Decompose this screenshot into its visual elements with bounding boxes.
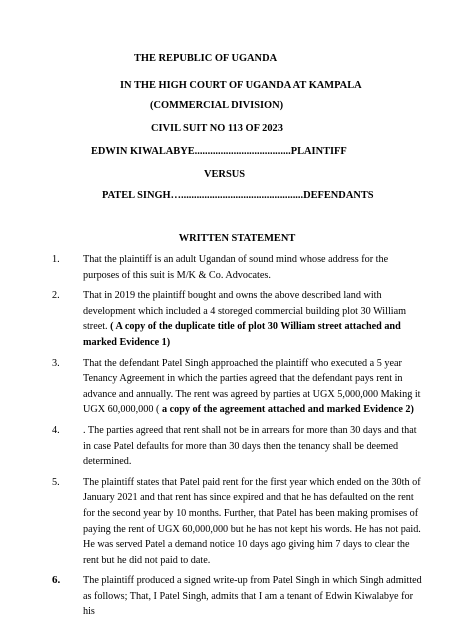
item-number: 6. — [52, 574, 61, 587]
division-heading: (COMMERCIAL DIVISION) — [150, 100, 284, 111]
defendant-line: PATEL SINGH…...............................................DEFENDANTS — [102, 190, 374, 201]
list-item — [52, 423, 422, 470]
item-number: 3. — [52, 357, 60, 369]
plaintiff-line: EDWIN KIWALABYE.....................................PLAINTIFF — [91, 146, 347, 157]
item-number: 1. — [52, 254, 60, 265]
item-text: That the plaintiff is an adult Ugandan of sound mind whose address for the purposes of this suit is M/K & Co. Advocates. — [83, 254, 389, 281]
item-text: . The parties agreed that rent shall not be in arrears for more than 30 days and that in case Patel defaults for more than 30 days then the tenancy shall be deemed determined. — [83, 424, 417, 468]
item-text: That in 2019 the plaintiff bought and owns the above described land with development which included a 4 storeged commercial building plot 30 William street. — [83, 290, 407, 333]
document-title: WRITTEN STATEMENT — [178, 233, 296, 244]
list-item — [52, 475, 422, 569]
suit-number: CIVIL SUIT NO 113 OF 2023 — [151, 123, 283, 134]
item-evidence-note: ( A copy of the duplicate title of plot 30 William street attached and marked Evidence 1) — [83, 321, 401, 348]
item-text: The plaintiff states that Patel paid rent for the first year which ended on the 30th of January 2021 and that rent has since expired and that he has defaulted on the rent for the second year by 10 months. Further, that Patel has been making promises of paying the rent of UGX 60,000,000 but he has not kept his words. He has not paid. He was served Patel a demand notice 10 days ago giving him 7 days to clear the rent but he did not paid to date. — [83, 476, 421, 566]
item-number: 5. — [52, 476, 60, 488]
republic-heading: THE REPUBLIC OF UGANDA — [134, 53, 278, 64]
item-evidence-note: a copy of the agreement attached and marked Evidence 2) — [161, 404, 414, 416]
item-number: 2. — [52, 290, 60, 302]
court-heading: IN THE HIGH COURT OF UGANDA AT KAMPALA — [120, 80, 362, 91]
item-text: The plaintiff produced a signed write-up from Patel Singh in which Singh admitted as follows; That, I Patel Singh, admits that I am a tenant of Edwin Kiwalabye for his — [83, 575, 422, 618]
list-item — [52, 252, 422, 283]
list-item — [52, 356, 422, 418]
list-item — [52, 288, 422, 350]
item-text: That the defendant Patel Singh approached the plaintiff who executed a 5 year Tenancy Agreement in which the parties agreed that the defendant pays rent in advance and annually. The rent was agreed by parties at UGX 5,000,000 Making it UGX 60,000,000 ( — [83, 357, 421, 416]
list-item — [52, 573, 422, 620]
versus-line: VERSUS — [204, 169, 245, 180]
statement-list — [52, 252, 422, 625]
item-number: 4. — [52, 424, 60, 436]
